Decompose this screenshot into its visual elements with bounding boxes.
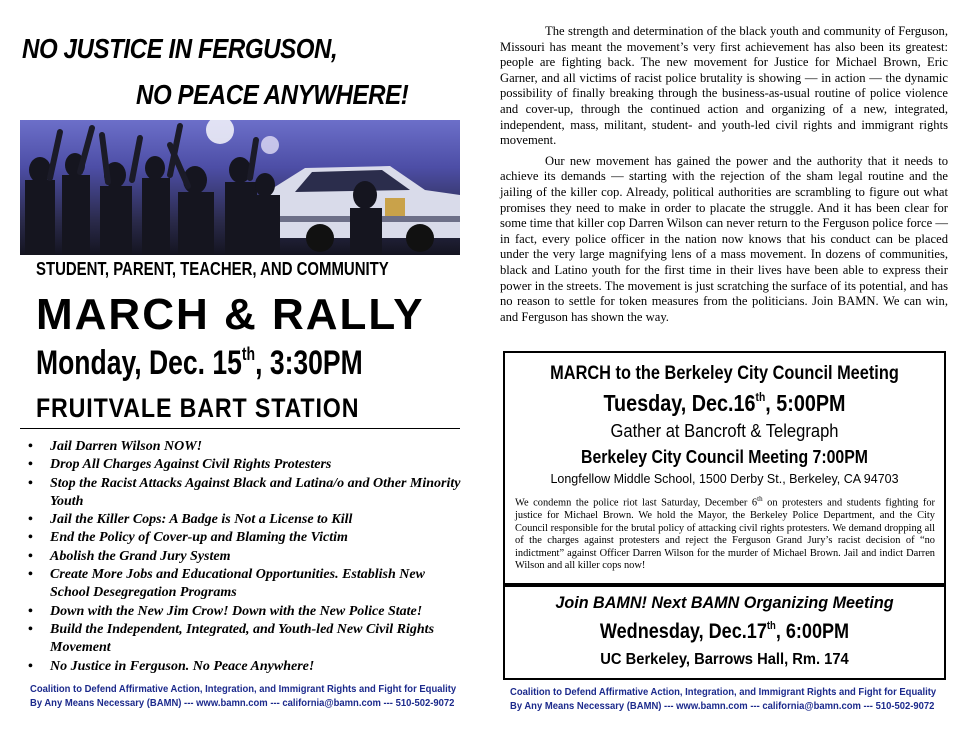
- demand-text: Create More Jobs and Educational Opportunities. Establish New School Desegregation Programs: [50, 567, 425, 601]
- demand-text: Jail the Killer Cops: A Badge is Not a License to Kill: [50, 512, 353, 528]
- right-footer-contact: By Any Means Necessary (BAMN) --- www.bamn.com --- california@bamn.com --- 510-502-9072: [510, 700, 935, 712]
- demand-item: [28, 438, 468, 456]
- council-meeting-time: Berkeley City Council Meeting 7:00PM: [581, 447, 868, 467]
- bullet-icon: •: [28, 548, 33, 564]
- council-date-suffix: th: [755, 390, 766, 404]
- council-date-time: , 5:00PM: [765, 390, 846, 416]
- council-gather-location: Gather at Bancroft & Telegraph: [610, 421, 839, 441]
- bullet-icon: •: [28, 512, 33, 528]
- demand-text: Abolish the Grand Jury System: [50, 548, 231, 564]
- event-date-main: Monday, Dec. 15: [36, 344, 242, 382]
- bamn-meeting-place: UC Berkeley, Barrows Hall, Rm. 174: [600, 651, 849, 668]
- bamn-meeting-box: [503, 585, 946, 680]
- event-date-suffix: th: [241, 344, 256, 364]
- bullet-icon: •: [28, 603, 33, 619]
- bullet-icon: •: [28, 530, 33, 546]
- demand-item: [28, 548, 468, 566]
- demand-text: No Justice in Ferguson. No Peace Anywhere!: [50, 658, 315, 674]
- protest-crowd-image: [20, 120, 460, 255]
- bullet-icon: •: [28, 475, 33, 491]
- council-statement-part-2: on protesters and students fighting for justice for Michael Brown. We hold the Mayor, the Berkeley Police Department, and the City Council responsible for the brutal policy of attacking civil rights protesters. We demand dropping all of the charges against protesters and reject the Ferguson Grand Jury’s racist decision of “no indictment” against Officer Darren Wilson for the murder of Michael Brown. Jail and indict Darren Wilson and all killer cops now!: [515, 497, 936, 572]
- article-paragraph-1: The strength and determination of the black youth and community of Ferguson, Missouri has meant the movement’s very first achievement has also been its greatest: people are fighting back. The new movement for Justice for Michael Brown, Eric Garner, and all victims of racist police brutality is showing — in action — the dynamic possibility of finally breaking through the business-as-usual routine of police violence and cover-up, through the continued action and organizing of a new, integrated, independent, mass, militant, student- and youth-led civil rights and immigrant rights movement.: [500, 24, 948, 148]
- demand-item: [28, 658, 468, 676]
- event-date: [36, 344, 363, 383]
- bamn-box-date: [536, 620, 914, 644]
- left-footer-org: Coalition to Defend Affirmative Action, Integration, and Immigrant Rights and Fight for Equality: [30, 683, 457, 695]
- right-footer-org: Coalition to Defend Affirmative Action, Integration, and Immigrant Rights and Fight for Equality: [510, 686, 937, 698]
- demand-text: Stop the Racist Attacks Against Black and Latina/o and Other Minority Youth: [50, 475, 461, 509]
- demand-text: Jail Darren Wilson NOW!: [50, 439, 203, 454]
- bamn-date-suffix: th: [766, 620, 776, 632]
- headline-line-2: NO PEACE ANYWHERE!: [136, 79, 409, 110]
- council-box-statement: [515, 493, 935, 573]
- council-meeting-address: Longfellow Middle School, 1500 Derby St., Berkeley, CA 94703: [550, 471, 899, 486]
- council-date-main: Tuesday, Dec.16: [603, 390, 756, 416]
- demand-text: Build the Independent, Integrated, and Youth-led New Civil Rights Movement: [50, 621, 435, 656]
- bamn-date-time: , 6:00PM: [775, 620, 850, 643]
- demand-item: [28, 475, 468, 512]
- demands-list: [28, 438, 468, 676]
- demand-item: [28, 529, 468, 547]
- bullet-icon: •: [28, 457, 33, 473]
- bamn-box-title: Join BAMN! Next BAMN Organizing Meeting: [555, 593, 894, 612]
- bullet-icon: •: [28, 439, 33, 454]
- council-meeting-box: [503, 351, 946, 585]
- council-box-date: [536, 390, 914, 417]
- protest-photo: [20, 120, 460, 255]
- demand-text: Down with the New Jim Crow! Down with the New Police State!: [50, 603, 423, 619]
- bullet-icon: •: [28, 621, 33, 637]
- demand-item: [28, 621, 468, 658]
- demand-text: End the Policy of Cover-up and Blaming the Victim: [50, 530, 348, 546]
- bullet-icon: •: [28, 658, 33, 674]
- demand-item: [28, 566, 468, 603]
- audience-subheading: STUDENT, PARENT, TEACHER, AND COMMUNITY: [36, 259, 389, 279]
- left-footer-contact: By Any Means Necessary (BAMN) --- www.bamn.com --- california@bamn.com --- 510-502-9072: [30, 697, 455, 709]
- council-box-title: MARCH to the Berkeley City Council Meeting: [550, 363, 899, 384]
- demand-text: Drop All Charges Against Civil Rights Protesters: [50, 457, 332, 473]
- demand-item: [28, 456, 468, 474]
- bamn-date-main: Wednesday, Dec.17: [599, 620, 767, 643]
- divider: [20, 428, 460, 429]
- event-location: FRUITVALE BART STATION: [36, 393, 360, 423]
- event-time: , 3:30PM: [255, 344, 363, 382]
- demand-item: [28, 603, 468, 621]
- council-statement-part-1: We condemn the police riot last Saturday, December 6: [515, 497, 758, 509]
- council-statement-sup: th: [757, 495, 763, 503]
- article-text: [500, 24, 948, 330]
- demand-item: [28, 511, 468, 529]
- headline-line-1: NO JUSTICE IN FERGUSON,: [22, 33, 338, 64]
- article-paragraph-2: Our new movement has gained the power and the authority that it needs to achieve its demands — starting with the rejection of the sham legal routine and the jailing of the killer cop. Already, political authorities are scrambling to figure out what promises they need to make in order to placate the struggle. And it has been clear for some time that killer cop Darren Wilson can never return to the Ferguson police force — in fact, every police officer in the nation now knows that his conduct can be placed under the very large magnifying lens of a mass movement. In dozens of communities, black and Latino youth for the first time in their lives have been able to express their power in the streets. The movement is just scratching the surface of its potential, and has no reason to settle for token measures from the politicians. Join BAMN. We can win, and Ferguson has shown the way.: [500, 153, 948, 324]
- event-title: MARCH & RALLY: [36, 290, 425, 339]
- bullet-icon: •: [28, 567, 33, 583]
